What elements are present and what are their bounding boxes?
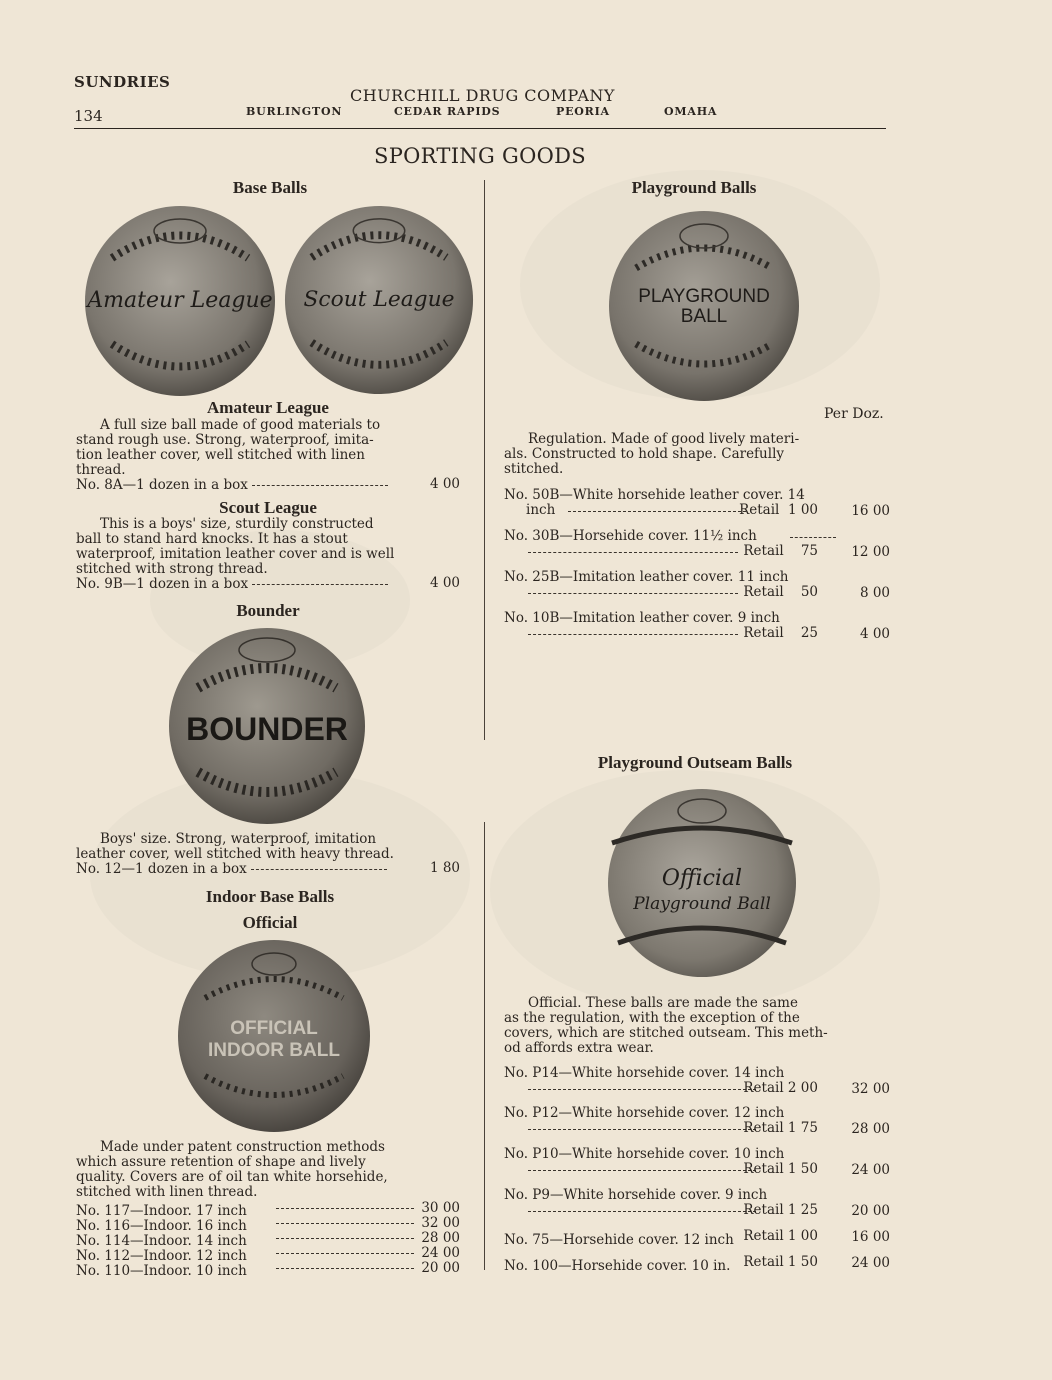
ball-label-playground-script: Playground Ball — [633, 894, 771, 914]
indoor-base-balls-heading: Indoor Base Balls — [205, 887, 335, 906]
bounder-price: 1 80 — [429, 860, 460, 876]
amateur-league-ball-image — [82, 203, 278, 399]
amateur-league-price: 4 00 — [429, 476, 460, 492]
desc-line: stand rough use. Strong, waterproof, imita- — [76, 432, 374, 448]
leader-dots — [276, 1208, 414, 1209]
city-omaha: OMAHA — [664, 105, 718, 118]
item-name: No. 112—Indoor. 12 inch — [76, 1248, 247, 1264]
desc-line: Regulation. Made of good lively materi- — [528, 431, 800, 447]
item-doz-price: 16 00 — [851, 503, 890, 519]
item-name: No. 30B—Horsehide cover. 11½ inch — [504, 528, 757, 544]
bounder-description — [76, 832, 412, 862]
desc-line: ball to stand hard knocks. It has a stout — [76, 531, 348, 547]
desc-line: Boys' size. Strong, waterproof, imitation — [100, 831, 377, 847]
amateur-league-item — [76, 478, 392, 493]
playground-item-30b — [504, 529, 890, 565]
scout-league-title: Scout League — [219, 498, 317, 517]
ball-label-official-script: Official — [661, 866, 743, 891]
ball-label-playground: PLAYGROUND — [638, 286, 770, 307]
leader-dots — [528, 634, 738, 635]
section-label: SUNDRIES — [74, 73, 171, 91]
item-name: No. 110—Indoor. 10 inch — [76, 1263, 247, 1279]
item-name: No. 10B—Imitation leather cover. 9 inch — [504, 610, 780, 626]
item-name: No. 25B—Imitation leather cover. 11 inch — [504, 569, 789, 585]
item-doz-price: 20 00 — [851, 1203, 890, 1219]
desc-line: od affords extra wear. — [504, 1040, 654, 1056]
desc-line: als. Constructed to hold shape. Carefully — [504, 446, 785, 462]
desc-line: This is a boys' size, sturdily constructed — [100, 516, 374, 532]
leader-dots — [252, 485, 388, 486]
column-divider — [484, 180, 485, 740]
desc-line: quality. Covers are of oil tan white horsehide, — [76, 1169, 388, 1185]
desc-line: Made under patent construction methods — [100, 1139, 385, 1155]
item-retail: Retail 1 00 — [743, 1228, 818, 1244]
city-cedar-rapids: CEDAR RAPIDS — [394, 105, 501, 118]
desc-line: tion leather cover, well stitched with linen — [76, 447, 365, 463]
leader-dots — [568, 511, 746, 512]
item-retail: Retail 1 25 — [743, 1202, 818, 1218]
playground-item-25b — [504, 570, 890, 606]
desc-line: leather cover, well stitched with heavy thread. — [76, 846, 394, 862]
page-number: 134 — [74, 107, 103, 125]
item-name: No. 116—Indoor. 16 inch — [76, 1218, 247, 1234]
desc-line: which assure retention of shape and lively — [76, 1154, 366, 1170]
outseam-description — [504, 996, 840, 1056]
item-name: No. 12—1 dozen in a box — [76, 861, 247, 877]
item-retail: Retail 1 50 — [743, 1254, 818, 1270]
item-name: No. 114—Indoor. 14 inch — [76, 1233, 247, 1249]
city-peoria: PEORIA — [556, 105, 610, 118]
price-row — [76, 1260, 466, 1279]
bounder-ball-image — [166, 626, 368, 826]
ball-label-amateur: Amateur League — [87, 288, 273, 313]
item-doz-price: 8 00 — [859, 585, 890, 601]
ball-label-ball: BALL — [680, 306, 728, 327]
price-row — [76, 1215, 466, 1234]
leader-dots — [276, 1238, 414, 1239]
item-retail: Retail 1 50 — [743, 1161, 818, 1177]
item-name: No. 9B—1 dozen in a box — [76, 576, 249, 592]
leader-dots — [790, 537, 836, 538]
desc-line: thread. — [76, 462, 126, 478]
item-name: No. P12—White horsehide cover. 12 inch — [504, 1105, 785, 1121]
indoor-price-list — [76, 1200, 466, 1279]
price-row — [76, 1200, 466, 1219]
playground-item-50b — [504, 488, 890, 524]
indoor-description — [76, 1140, 412, 1200]
outseam-item-p9 — [504, 1188, 890, 1224]
outseam-item-p12 — [504, 1106, 890, 1142]
leader-dots — [276, 1268, 414, 1269]
scout-league-item — [76, 577, 392, 592]
item-name-cont: inch — [526, 502, 556, 518]
playground-description — [504, 432, 840, 477]
scout-league-ball-image — [282, 203, 476, 397]
item-name: No. 117—Indoor. 17 inch — [76, 1203, 247, 1219]
leader-dots — [276, 1253, 414, 1254]
outseam-heading: Playground Outseam Balls — [597, 753, 793, 772]
item-name: No. 50B—White horsehide leather cover. 14 — [504, 487, 805, 503]
desc-line: stitched. — [504, 461, 564, 477]
official-indoor-ball-image — [175, 938, 373, 1134]
outseam-item-p10 — [504, 1147, 890, 1183]
item-doz-price: 32 00 — [851, 1081, 890, 1097]
official-playground-ball-image — [604, 783, 800, 979]
item-retail: Retail 50 — [743, 584, 818, 600]
price-row — [76, 1230, 466, 1249]
item-price: 28 00 — [421, 1230, 460, 1246]
ball-label-bounder: BOUNDER — [186, 711, 348, 747]
desc-line: waterproof, imitation leather cover and is well — [76, 546, 395, 562]
desc-line: stitched with linen thread. — [76, 1184, 258, 1200]
city-burlington: BURLINGTON — [246, 105, 343, 118]
bounder-item — [76, 862, 391, 877]
leader-dots — [528, 1129, 756, 1130]
leader-dots — [252, 584, 388, 585]
item-retail: Retail 75 — [743, 543, 818, 559]
item-price: 32 00 — [421, 1215, 460, 1231]
item-name: No. P9—White horsehide cover. 9 inch — [504, 1187, 768, 1203]
scout-league-price: 4 00 — [429, 575, 460, 591]
playground-balls-heading: Playground Balls — [631, 178, 757, 197]
playground-ball-image — [606, 208, 802, 404]
leader-dots — [528, 552, 738, 553]
item-retail: Retail 1 75 — [743, 1120, 818, 1136]
playground-item-10b — [504, 611, 890, 647]
item-doz-price: 4 00 — [859, 626, 890, 642]
item-doz-price: 16 00 — [851, 1229, 890, 1245]
item-retail: Retail 2 00 — [743, 1080, 818, 1096]
outseam-item-75 — [504, 1229, 890, 1247]
header-rule — [74, 128, 886, 129]
leader-dots — [528, 1089, 756, 1090]
desc-line: covers, which are stitched outseam. This meth- — [504, 1025, 828, 1041]
indoor-official-subheading: Official — [242, 913, 298, 932]
item-doz-price: 28 00 — [851, 1121, 890, 1137]
column-divider — [484, 822, 485, 1270]
desc-line: as the regulation, with the exception of the — [504, 1010, 800, 1026]
base-balls-heading: Base Balls — [232, 178, 308, 197]
desc-line: stitched with strong thread. — [76, 561, 268, 577]
company-name: CHURCHILL DRUG COMPANY — [350, 86, 615, 105]
leader-dots — [251, 869, 387, 870]
ball-label-scout: Scout League — [303, 286, 455, 312]
leader-dots — [528, 1211, 756, 1212]
page-title: SPORTING GOODS — [374, 144, 586, 168]
item-doz-price: 24 00 — [851, 1255, 890, 1271]
ball-label-official: OFFICIAL — [230, 1018, 318, 1039]
leader-dots — [528, 593, 738, 594]
per-dozen-label: Per Doz. — [824, 406, 884, 422]
ball-label-indoor: INDOOR BALL — [208, 1040, 340, 1061]
item-retail: Retail 1 00 — [739, 502, 818, 518]
item-doz-price: 24 00 — [851, 1162, 890, 1178]
leader-dots — [276, 1223, 414, 1224]
item-price: 30 00 — [421, 1200, 460, 1216]
scout-league-description — [76, 517, 412, 577]
desc-line: A full size ball made of good materials to — [100, 417, 381, 433]
outseam-item-p14 — [504, 1066, 890, 1102]
bounder-heading: Bounder — [236, 601, 300, 620]
item-doz-price: 12 00 — [851, 544, 890, 560]
leader-dots — [528, 1170, 756, 1171]
item-name: No. 100—Horsehide cover. 10 in. — [504, 1258, 731, 1274]
price-row — [76, 1245, 466, 1264]
outseam-item-100 — [504, 1255, 890, 1273]
item-price: 24 00 — [421, 1245, 460, 1261]
item-name: No. P14—White horsehide cover. 14 inch — [504, 1065, 785, 1081]
desc-line: Official. These balls are made the same — [528, 995, 798, 1011]
item-name: No. 8A—1 dozen in a box — [76, 477, 248, 493]
amateur-league-title: Amateur League — [207, 398, 329, 417]
amateur-league-description — [76, 418, 412, 478]
item-price: 20 00 — [421, 1260, 460, 1276]
item-name: No. P10—White horsehide cover. 10 inch — [504, 1146, 785, 1162]
item-retail: Retail 25 — [743, 625, 818, 641]
item-name: No. 75—Horsehide cover. 12 inch — [504, 1232, 734, 1248]
